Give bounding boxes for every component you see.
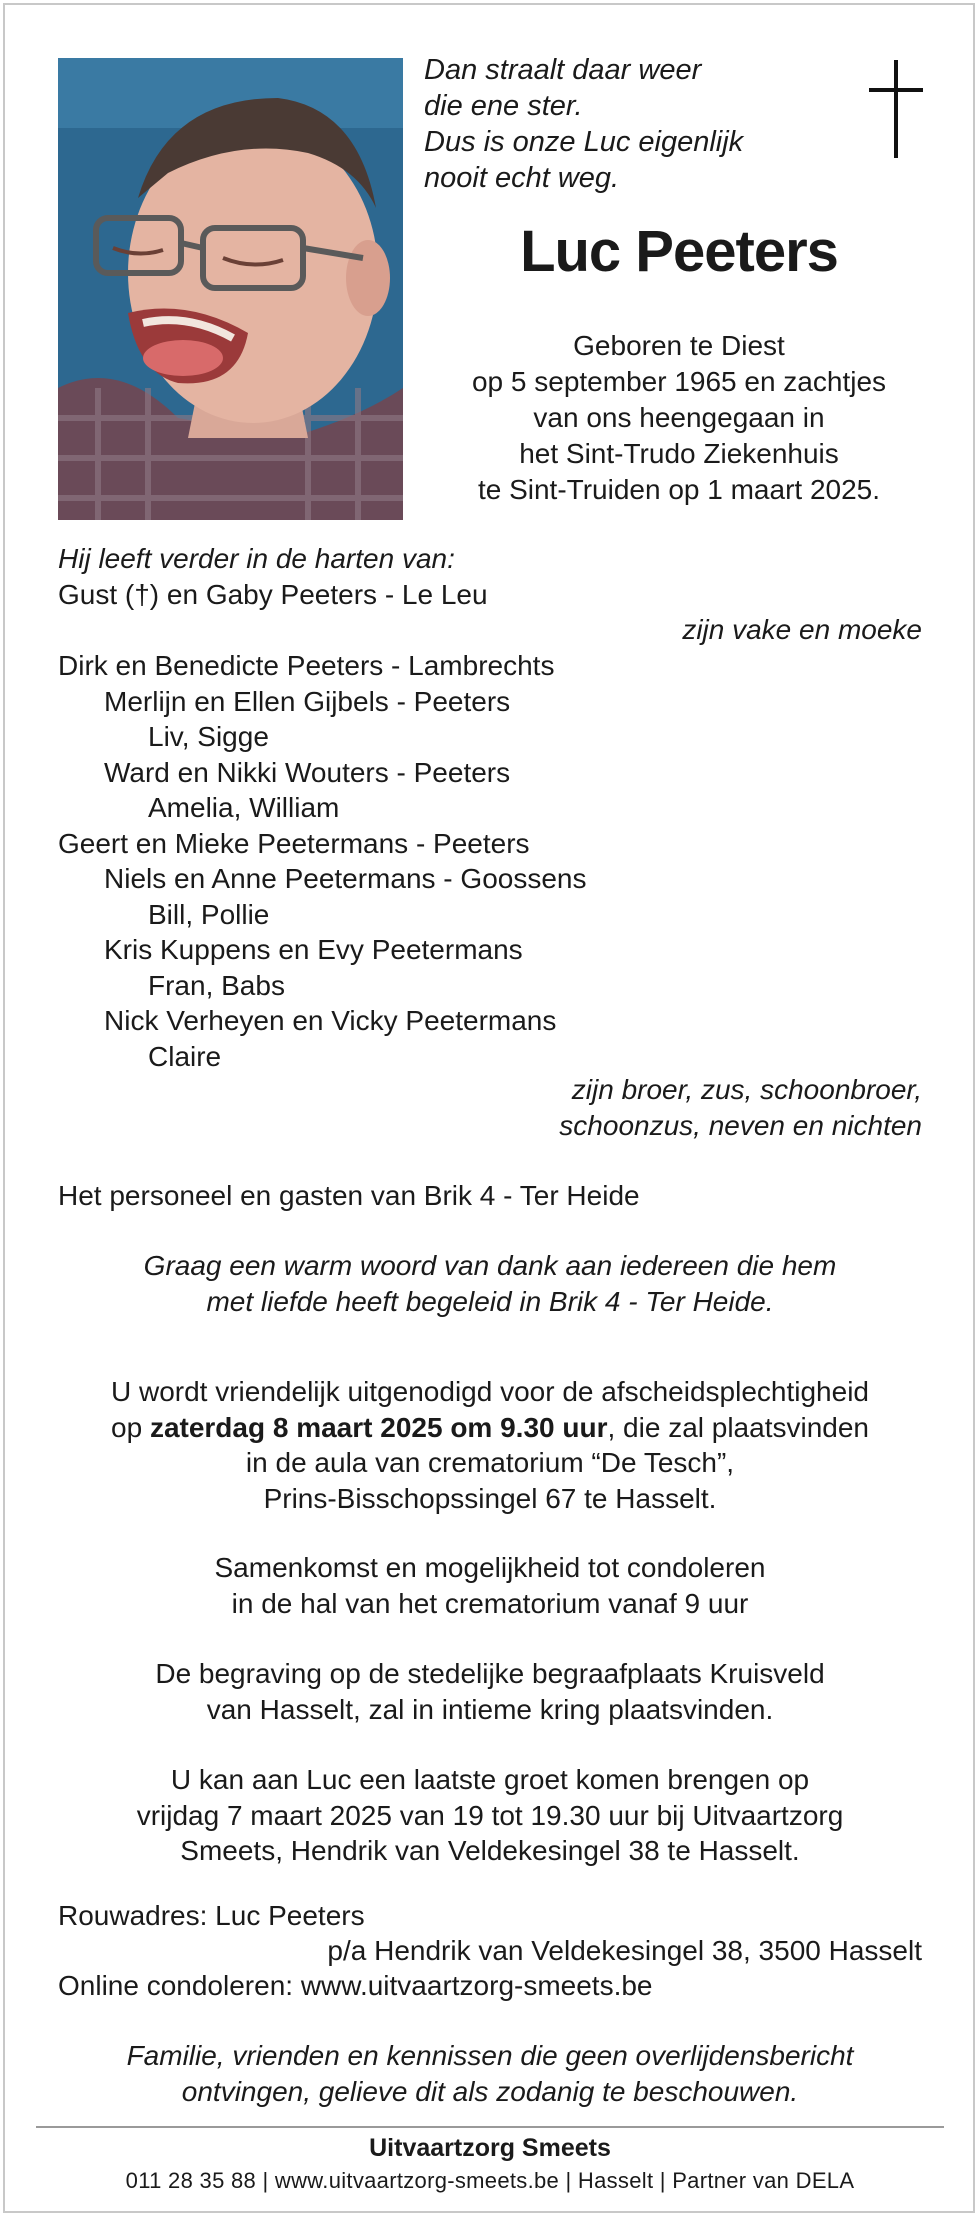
address-line: Rouwadres: Luc Peeters (58, 1900, 365, 1931)
birth-line: van ons heengegaan in (533, 402, 825, 433)
visit (40, 1762, 940, 1869)
family-member: Ward en Nikki Wouters - Peeters (104, 756, 511, 788)
family-member: Merlijn en Ellen Gijbels - Peeters (104, 685, 511, 717)
burial-line: van Hasselt, zal in intieme kring plaatsvinden. (206, 1693, 774, 1725)
footer-company: Uitvaartzorg Smeets (369, 2134, 611, 2162)
birth-details (424, 328, 934, 508)
members-role (559, 1072, 922, 1143)
deceased-name: Luc Peeters (520, 219, 838, 284)
visit-line: Smeets, Hendrik van Veldekesingel 38 te Hasselt. (180, 1835, 800, 1866)
poem (424, 52, 743, 196)
address-block (58, 1898, 365, 1934)
family-member: Liv, Sigge (148, 721, 269, 752)
role-line: zijn broer, zus, schoonbroer, (571, 1074, 922, 1105)
visit-line: vrijdag 7 maart 2025 van 19 tot 19.30 uur bij Uitvaartzorg (136, 1799, 844, 1831)
ceremony-pre: op (111, 1411, 150, 1443)
address-line-2: p/a Hendrik van Veldekesingel 38, 3500 Hasselt (327, 1935, 922, 1966)
family-member: Kris Kuppens en Evy Peetermans (104, 934, 523, 965)
visit-line: U kan aan Luc een laatste groet komen brengen op (170, 1764, 810, 1795)
thanks-line: met liefde heeft begeleid in Brik 4 - Ter Heide. (206, 1285, 774, 1317)
closing (40, 2038, 940, 2109)
role-line: schoonzus, neven en nichten (559, 1109, 922, 1141)
footer-info: 011 28 35 88 | www.uitvaartzorg-smeets.be | Hasselt | Partner van DELA (125, 2168, 855, 2193)
family-member: Geert en Mieke Peetermans - Peeters (58, 827, 530, 859)
gathering-line: in de hal van het crematorium vanaf 9 uur (231, 1587, 749, 1619)
family-member: Bill, Pollie (148, 898, 270, 930)
family-member: Niels en Anne Peetermans - Goossens (104, 863, 587, 894)
family-member: Dirk en Benedicte Peeters - Lambrechts (58, 650, 555, 681)
poem-line: nooit echt weg. (424, 162, 620, 194)
poem-line: Dan straalt daar weer (424, 54, 702, 86)
family-members (58, 648, 586, 1074)
footer-divider (36, 2126, 944, 2128)
staff-line: Het personeel en gasten van Brik 4 - Ter Heide (58, 1180, 640, 1211)
burial-line: De begraving op de stedelijke begraafplaats Kruisveld (155, 1658, 825, 1689)
family-member: Amelia, William (148, 792, 340, 823)
online-condolence: Online condoleren: www.uitvaartzorg-smeets.be (58, 1970, 653, 2001)
thanks-line: Graag een warm woord van dank aan iedereen die hem (143, 1250, 837, 1281)
gathering-line: Samenkomst en mogelijkheid tot condoleren (214, 1552, 766, 1583)
ceremony-line: U wordt vriendelijk uitgenodigd voor de afscheidsplechtigheid (110, 1376, 869, 1407)
online-block (58, 1968, 653, 2004)
cross-icon (866, 60, 926, 165)
birth-line: op 5 september 1965 en zachtjes (471, 366, 887, 397)
parents-role: zijn vake en moeke (682, 614, 922, 645)
family-member: Claire (148, 1040, 222, 1072)
poem-line: die ene ster. (424, 90, 583, 122)
poem-line: Dus is onze Luc eigenlijk (424, 126, 744, 158)
family-member: Nick Verheyen en Vicky Peetermans (104, 1005, 557, 1036)
ceremony-post: , die zal plaatsvinden (607, 1411, 869, 1443)
family-intro: Hij leeft verder in de harten van: (58, 543, 455, 574)
closing-line: Familie, vrienden en kennissen die geen overlijdensbericht (126, 2040, 854, 2071)
thanks (40, 1248, 940, 1319)
portrait-photo (58, 58, 403, 520)
ceremony-date-line (40, 1410, 940, 1446)
birth-line: te Sint-Truiden op 1 maart 2025. (477, 474, 881, 505)
family-intro-block (58, 541, 488, 612)
birth-line: het Sint-Trudo Ziekenhuis (519, 438, 839, 469)
parents: Gust (†) en Gaby Peeters - Le Leu (58, 578, 488, 610)
birth-line: Geboren te Diest (573, 330, 785, 361)
burial (40, 1656, 940, 1727)
family-member: Fran, Babs (148, 969, 285, 1001)
ceremony-line: Prins-Bisschopssingel 67 te Hasselt. (263, 1482, 717, 1514)
staff (58, 1178, 640, 1214)
ceremony-line: in de aula van crematorium “De Tesch”, (245, 1447, 735, 1478)
gathering (40, 1550, 940, 1621)
ceremony-date: zaterdag 8 maart 2025 om 9.30 uur (149, 1411, 608, 1443)
ceremony (40, 1374, 940, 1516)
closing-line: ontvingen, gelieve dit als zodanig te beschouwen. (181, 2075, 799, 2107)
